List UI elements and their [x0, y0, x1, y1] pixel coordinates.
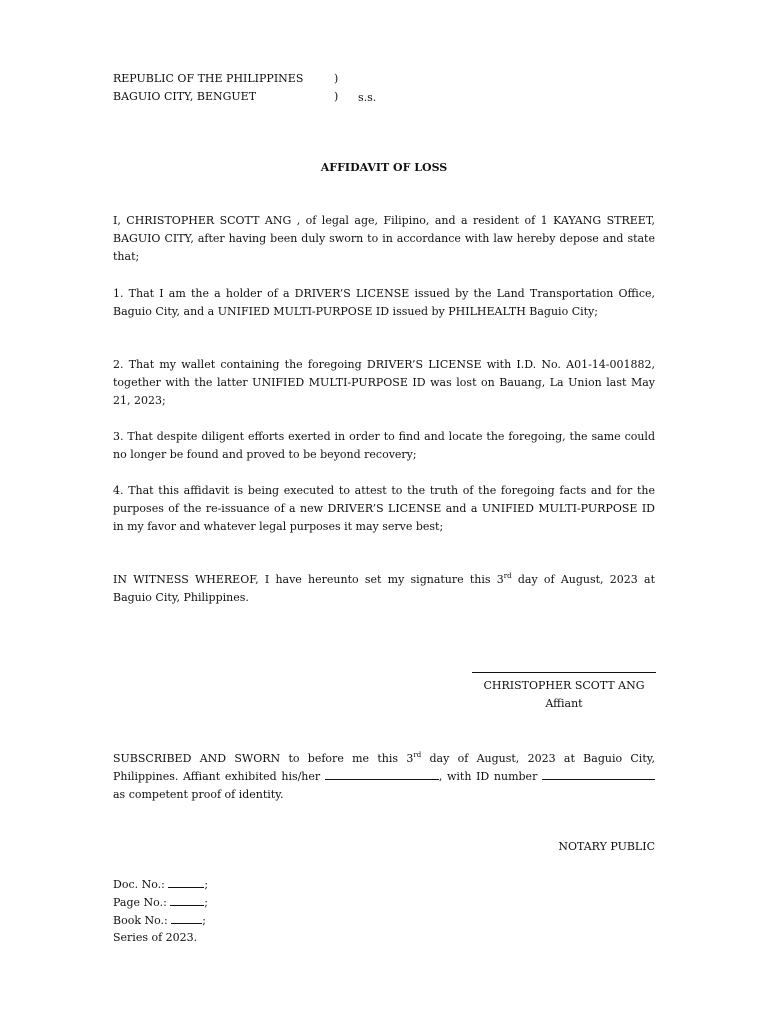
book-no-suffix: ; — [202, 914, 206, 927]
clause-3: 3. That despite diligent efforts exerted in order to find and locate the foregoing, the same could no longer be found and proved to be beyond recovery; — [113, 430, 655, 461]
clause-1: 1. That I am the a holder of a DRIVER’S LICENSE issued by the Land Transportation Office, Baguio City, and a UNIFIED MULTI-PURPOSE ID issued by PHILHEALTH Baguio City; — [113, 287, 655, 318]
doc-no-label: Doc. No.: — [113, 878, 165, 891]
page-no-suffix: ; — [204, 896, 208, 909]
id-type-blank[interactable] — [325, 769, 439, 780]
jurat-paragraph — [113, 750, 655, 804]
doc-no-row — [113, 877, 208, 891]
document-title: AFFIDAVIT OF LOSS — [320, 161, 448, 174]
jurat-text-4: as competent proof of identity. — [113, 788, 284, 801]
page-no-blank[interactable] — [170, 895, 204, 906]
witness-ordinal: rd — [503, 572, 512, 580]
witness-text-before: IN WITNESS WHEREOF, I have hereunto set my signature this 3 — [113, 573, 504, 586]
venue-paren-2: ) — [334, 90, 339, 103]
jurat-ordinal: rd — [413, 751, 422, 759]
id-number-blank[interactable] — [542, 769, 655, 780]
series-label: Series of 2023. — [113, 931, 198, 944]
affiant-name: CHRISTOPHER SCOTT ANG — [483, 679, 645, 692]
witness-text-after: day of August, 2023 at Baguio City, Philippines. — [113, 573, 655, 604]
clause-2: 2. That my wallet containing the foregoing DRIVER’S LICENSE with I.D. No. A01-14-001882, together with the latter UNIFIED MULTI-PURPOSE ID was lost on Bauang, La Union last May 21, 2023; — [113, 358, 655, 407]
book-no-blank[interactable] — [171, 913, 202, 924]
clause-4: 4. That this affidavit is being executed to attest to the truth of the foregoing facts and for the purposes of the re-issuance of a new DRIVER’S LICENSE and a UNIFIED MULTI-PURPOSE ID in my favor and whatever legal purposes it may serve best; — [113, 484, 655, 533]
venue-city: BAGUIO CITY, BENGUET — [113, 90, 257, 103]
intro-paragraph: I, CHRISTOPHER SCOTT ANG , of legal age, Filipino, and a resident of 1 KAYANG STREET, BAGUIO CITY, after having been duly sworn to in accordance with law hereby depose and state that; — [113, 214, 655, 263]
venue-country: REPUBLIC OF THE PHILIPPINES — [113, 72, 304, 85]
notary-public-label: NOTARY PUBLIC — [558, 840, 655, 853]
page-no-label: Page No.: — [113, 896, 167, 909]
book-no-row — [113, 913, 206, 927]
jurat-text-2: day of August, 2023 at Baguio City, Philippines. Affiant exhibited his/her — [113, 752, 655, 783]
jurat-text-1: SUBSCRIBED AND SWORN to before me this 3 — [113, 752, 414, 765]
witness-paragraph — [113, 571, 655, 607]
jurat-text-3: , with ID number — [438, 770, 542, 783]
affiant-signature-line — [472, 672, 656, 673]
affiant-role: Affiant — [545, 697, 583, 710]
venue-ss: s.s. — [358, 91, 377, 104]
venue-paren-1: ) — [334, 72, 339, 85]
book-no-label: Book No.: — [113, 914, 168, 927]
doc-no-blank[interactable] — [168, 877, 204, 888]
page-no-row — [113, 895, 208, 909]
doc-no-suffix: ; — [204, 878, 209, 891]
